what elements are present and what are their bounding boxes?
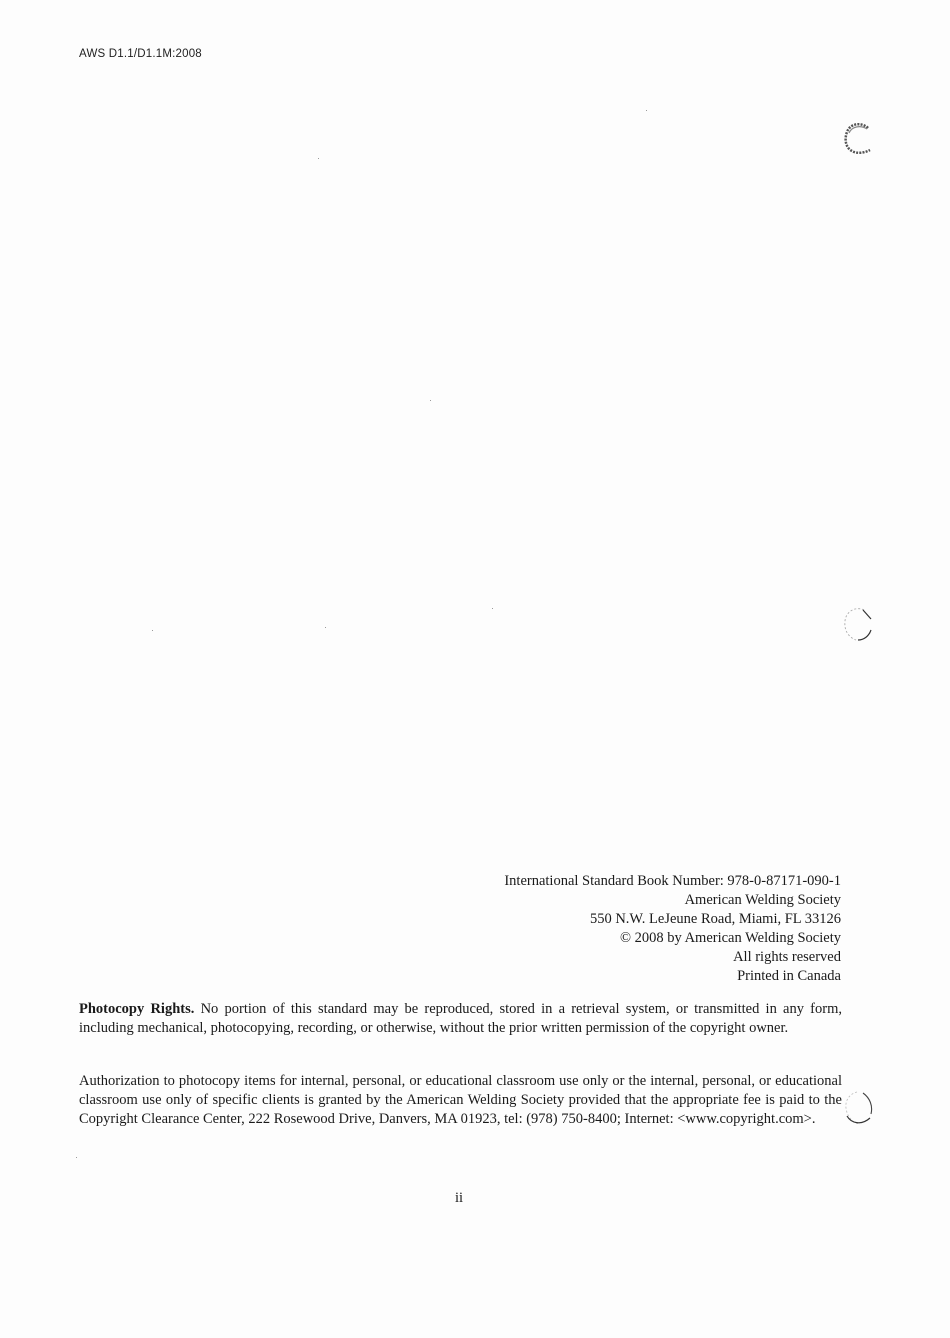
punch-hole-icon <box>843 1090 873 1126</box>
scan-speck <box>646 110 647 111</box>
rights-line: All rights reserved <box>733 949 841 965</box>
punch-hole-icon <box>842 606 872 642</box>
punch-hole-icon <box>842 120 872 156</box>
address-line: 550 N.W. LeJeune Road, Miami, FL 33126 <box>589 911 841 927</box>
photocopy-rights-paragraph <box>79 1000 842 1038</box>
page-number: ii <box>454 1190 464 1206</box>
imprint-block <box>504 872 841 986</box>
photocopy-rights-heading: Photocopy Rights. <box>79 1001 195 1017</box>
printed-line: Printed in Canada <box>737 968 841 984</box>
isbn-line: International Standard Book Number: 978-0-87171-090-1 <box>504 873 841 889</box>
publisher-line: American Welding Society <box>684 892 841 908</box>
running-head: AWS D1.1/D1.1M:2008 <box>79 48 202 60</box>
scan-speck <box>325 627 326 628</box>
scan-speck <box>318 158 319 159</box>
copyright-line: © 2008 by American Welding Society <box>619 930 841 946</box>
scan-speck <box>152 630 153 631</box>
scan-speck <box>492 608 493 609</box>
scan-speck <box>76 1157 77 1158</box>
photocopy-rights-text: No portion of this standard may be reproduced, stored in a retrieval system, or transmitted in any form, including mechanical, photocopying, recording, or otherwise, without the prior written permission of the copyright owner. <box>79 1001 842 1036</box>
authorization-paragraph: Authorization to photocopy items for internal, personal, or educational classroom use only or the internal, personal, or educational classroom use only of specific clients is granted by the American Welding Society provided that the appropriate fee is paid to the Copyright Clearance Center, 222 Rosewood Drive, Danvers, MA 01923, tel: (978) 750-8400; Internet: <www.copyright.com>. <box>79 1073 842 1127</box>
scan-speck <box>430 400 431 401</box>
